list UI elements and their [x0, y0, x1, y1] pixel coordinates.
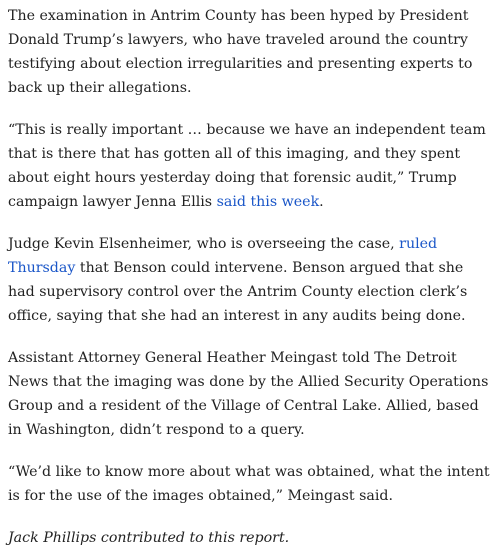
- paragraph-text: .: [319, 194, 324, 210]
- paragraph-meingast-quote: “We’d like to know more about what was obtained, what the intent is for the use of the images obtained,” Meingast said.: [8, 464, 490, 504]
- paragraph-text: Judge Kevin Elsenheimer, who is overseeing the case,: [8, 236, 400, 252]
- paragraph-judge-ruling: [8, 232, 494, 328]
- paragraph-text: “This is really important … because we have an independent team that is there that has gotten all of this imaging, and they spent about eight hours yesterday doing that forensic audit,” Trump campaign lawyer Jenna Ellis: [8, 122, 486, 210]
- paragraph-antrim-examination: The examination in Antrim County has been hyped by President Donald Trump’s lawyers, who have traveled around the country testifying about election irregularities and presenting experts to back up their allegations.: [8, 8, 473, 96]
- author-credit: Jack Phillips contributed to this report.: [8, 530, 290, 546]
- ruled-thursday-link[interactable]: ruled Thursday: [8, 236, 438, 276]
- paragraph-text: that Benson could intervene. Benson argued that she had supervisory control over the Antrim County election clerk’s office, saying that she had an interest in any audits being done.: [8, 260, 468, 324]
- said-this-week-link[interactable]: said this week: [216, 194, 320, 210]
- paragraph-ellis-quote: [8, 118, 494, 214]
- paragraph-meingast-statement: Assistant Attorney General Heather Meingast told The Detroit News that the imaging was done by the Allied Security Operations Group and a resident of the Village of Central Lake. Allied, based in Washington, didn’t respond to a query.: [8, 350, 489, 438]
